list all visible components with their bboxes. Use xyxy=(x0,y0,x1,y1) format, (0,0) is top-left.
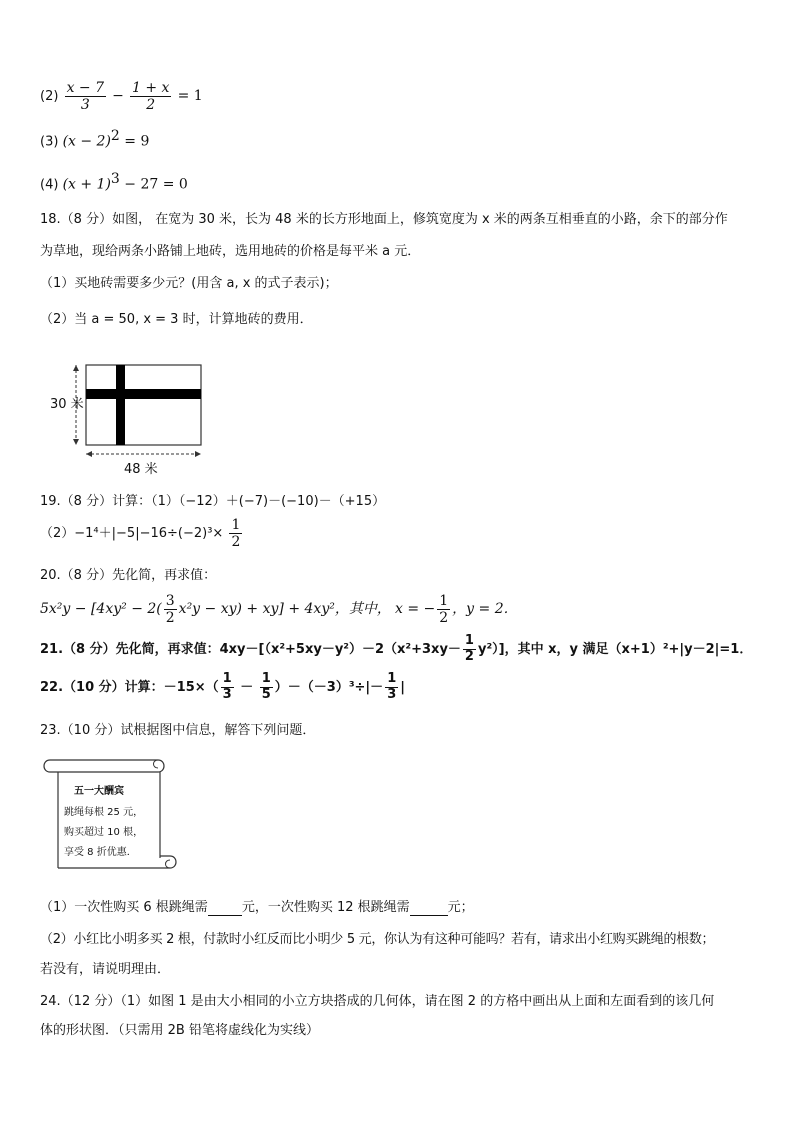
scroll-line2: 跳绳每根 25 元， xyxy=(64,807,144,818)
q17-part3: (3) $(x - 2)^2 = 9$ xyxy=(40,128,150,150)
q17-part2-label: (2) xyxy=(40,89,59,105)
scroll-line4: 享受 8 折优惠． xyxy=(64,847,137,858)
q23-sub2-line2: 若没有，请说明理由． xyxy=(40,962,171,977)
q18-sub1: （1）买地砖需要多少元？(用含 a, x 的式子表示)； xyxy=(40,276,338,291)
q18-stem-line2: 为草地，现给两条小路铺上地砖，选用地砖的价格是每平米 a 元． xyxy=(40,244,421,259)
rectangle-diagram xyxy=(48,355,218,475)
fraction: $\frac{3}{2}$ xyxy=(165,593,175,627)
answer-blank-1[interactable] xyxy=(208,900,242,916)
q19-line2: （2）−1⁴＋|−5|−16÷(−2)³× $\frac{1}{2}$ xyxy=(40,517,241,551)
q24-line1: 24.（12 分）（1）如图 1 是由大小相同的小立方块搭成的几何体，请在图 2 的方格中画出从上面和左面看到的该几何 xyxy=(40,994,715,1009)
q18-rectangle-figure xyxy=(48,355,218,475)
fraction: $\frac{1 + x}{2}$ xyxy=(132,80,170,114)
height-label: 30 米 xyxy=(50,397,84,412)
answer-blank-2[interactable] xyxy=(410,900,448,916)
q21-text: 21.（8 分）先化简，再求值：4xy－[（x²+5xy－y²）－2（x²+3xy－ $\frac{1}{2}$ y²）]，其中 x，y 满足（x+1）²+|y－2|=1． xyxy=(40,633,753,664)
q19-line1: 19.（8 分）计算：（1）（−12）＋(−7)－(−10)－（+15） xyxy=(40,494,386,509)
q23-stem: 23.（10 分）试根据图中信息，解答下列问题． xyxy=(40,723,316,738)
fraction: $\frac{1}{5}$ xyxy=(261,671,271,702)
q20-expression: 5x²y − [4xy² − 2( $\frac{3}{2}$ x²y − xy) + xy] + 4xy²，其中， x = − $\frac{1}{2}$ ，y = 2． xyxy=(40,593,518,627)
q23-sub1: （1）一次性购买 6 根跳绳需 元，一次性购买 12 根跳绳需 元； xyxy=(40,900,474,915)
q24-line2: 体的形状图．（只需用 2B 铅笔将虚线化为实线） xyxy=(40,1023,319,1038)
q20-stem: 20.（8 分）先化简，再求值： xyxy=(40,568,217,583)
fraction: $\frac{1}{3}$ xyxy=(387,671,397,702)
q17-part2: (2) $\frac{x - 7}{3}$ − $\frac{1 + x}{2}$ = 1 xyxy=(40,80,203,114)
q18-stem-line1: 18.（8 分）如图， 在宽为 30 米，长为 48 米的长方形地面上，修筑宽度为 x 米的两条互相垂直的小路，余下的部分作 xyxy=(40,212,728,227)
width-label: 48 米 xyxy=(124,462,158,477)
fraction: $\frac{1}{2}$ xyxy=(464,633,474,664)
fraction: $\frac{1}{2}$ xyxy=(439,593,449,627)
scroll-line3: 购买超过 10 根， xyxy=(64,827,144,838)
scroll-title: 五一大酬宾 xyxy=(74,786,124,797)
fraction: $\frac{1}{3}$ xyxy=(222,671,232,702)
fraction: $\frac{1}{2}$ xyxy=(231,517,241,551)
q18-sub2: （2）当 a = 50, x = 3 时，计算地砖的费用． xyxy=(40,312,313,327)
q23-scroll-figure xyxy=(40,756,180,876)
q17-part4: (4) $(x + 1)^3 - 27 = 0$ xyxy=(40,171,188,193)
q22-text: 22.（10 分）计算：－15×（ $\frac{1}{3}$ － $\frac{1}{5}$ ）－（－3）³÷|－ $\frac{1}{3}$ | xyxy=(40,671,405,702)
q23-sub2-line1: （2）小红比小明多买 2 根，付款时小红反而比小明少 5 元，你认为有这种可能吗？若有，请求出小红购买跳绳的根数； xyxy=(40,932,715,947)
fraction: $\frac{x - 7}{3}$ xyxy=(66,80,104,114)
